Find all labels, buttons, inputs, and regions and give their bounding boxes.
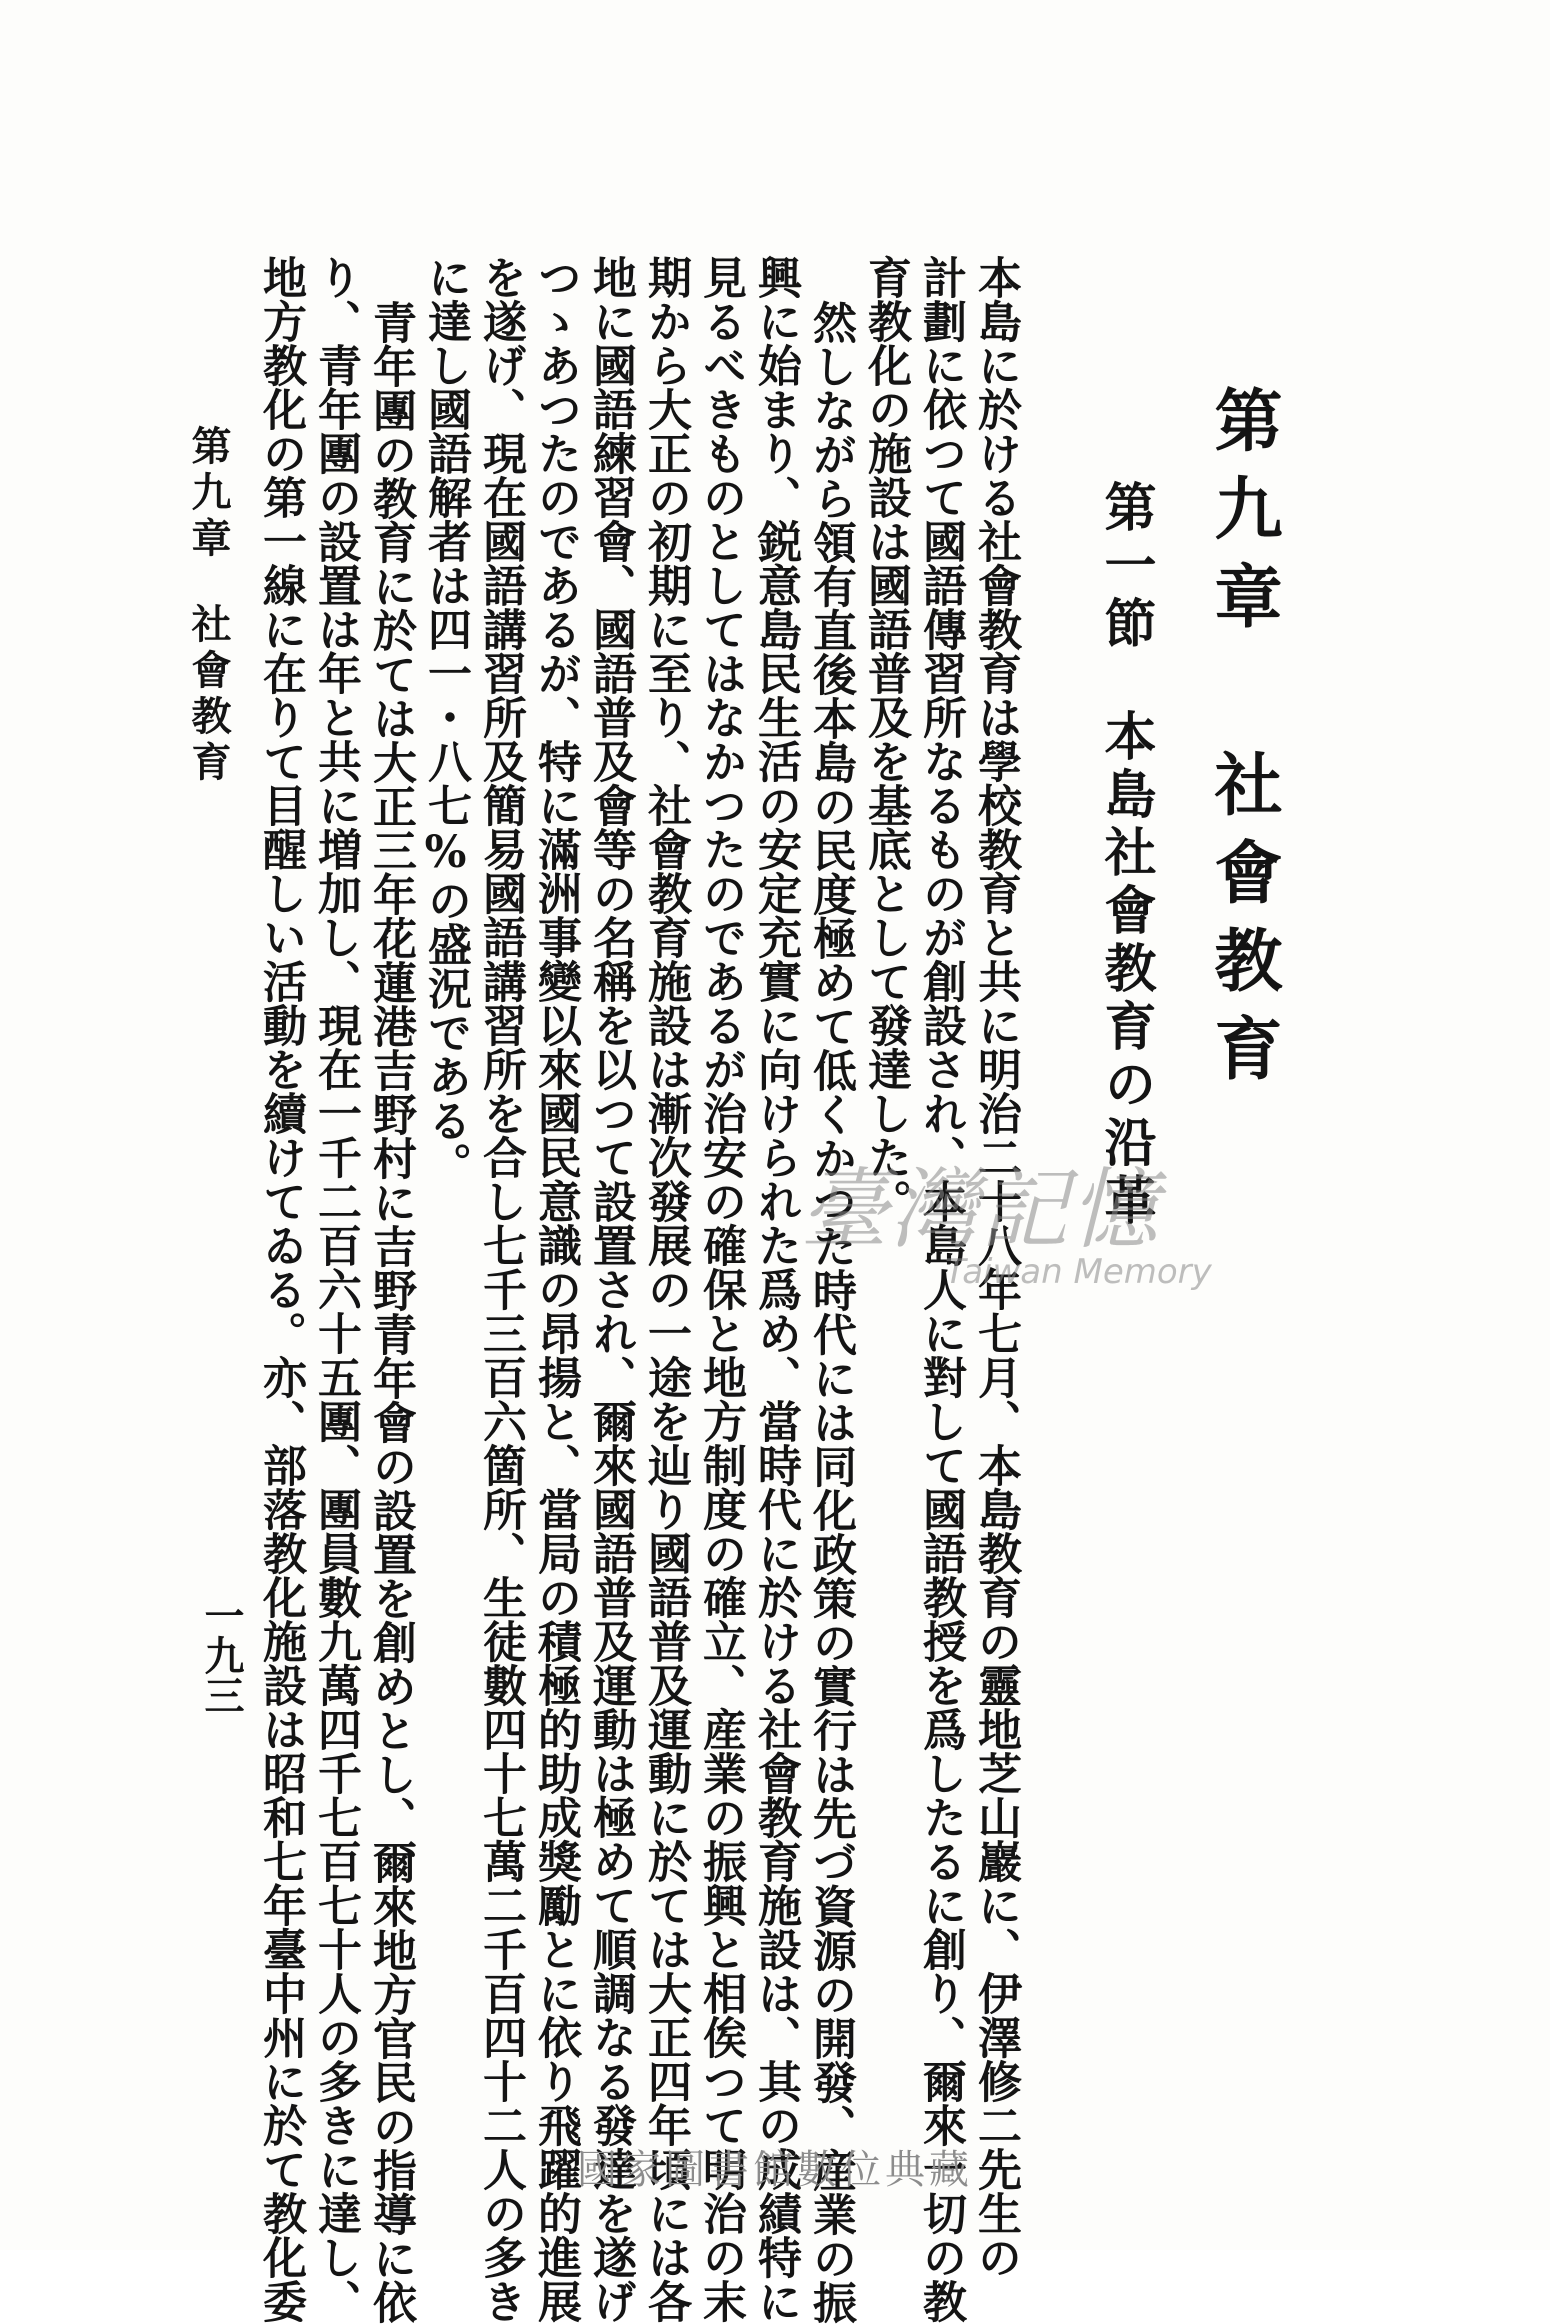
body-line: つゝあつたのであるが、特に滿洲事變以來國民意識の昂揚と、當局の積極的助成獎勵とに依り飛躍的進展 (530, 255, 581, 2323)
watermark-subtitle: Taiwan Memory (945, 1252, 1212, 1292)
section-heading (1088, 480, 1163, 1231)
body-line: を遂げ、現在國語講習所及簡易國語講習所を合し七千三百六箇所、生徒數四十七萬二千百四十二人の多き (475, 255, 526, 2323)
page-number: 一九三 (198, 1595, 245, 1715)
section-title: 本島社會教育の沿革 (1095, 709, 1156, 1231)
chapter-title: 第九章 社會教育 (1203, 385, 1283, 1101)
watermark-title: 臺灣記憶 (800, 1158, 1161, 1261)
body-line: に達し國語解者は四一・八七%の盛況である。 (420, 255, 471, 1186)
body-line: り、青年團の設置は年と共に増加し、現在一千二百六十五團、團員數九萬四千七百七十人の多きに達し、 (310, 255, 361, 2323)
body-line: 青年團の教育に於ては大正三年花蓮港吉野村に吉野青年會の設置を創めとし、爾來地方官民の指導に依 (365, 300, 416, 2324)
body-line: 地方教化の第一線に在りて目醒しい活動を續けてゐる。亦、部落教化施設は昭和七年臺中州に於て教化委 (255, 255, 306, 2323)
body-line: 期から大正の初期に至り、社會教育施設は漸次發展の一途を辿り國語普及運動に於ては大正四年頃には各 (640, 255, 691, 2323)
body-line: 興に始まり、鋭意島民生活の安定充實に向けられた爲め、當時代に於ける社會教育施設は、其の成績特に (750, 255, 801, 2323)
running-head (180, 425, 237, 787)
body-line: 地に國語練習會、國語普及會等の名稱を以つて設置され、爾來國語普及運動は極めて順調なる發達を遂げ (585, 255, 636, 2323)
running-head-title: 社會教育 (185, 603, 232, 787)
body-line: 計劃に依つて國語傳習所なるものが創設され、本島人に對して國語教授を爲したるに創り、爾來一切の教 (915, 255, 966, 2323)
body-line: 本島に於ける社會教育は學校教育と共に明治二十八年七月、本島教育の靈地芝山巖に、伊澤修二先生の (970, 255, 1021, 2279)
body-line: 見るべきものとしてはなかつたのであるが治安の確保と地方制度の確立、産業の振興と相俟つて明治の末 (695, 255, 746, 2323)
watermark-logo (800, 1140, 1250, 1290)
running-head-chapter: 第九章 (185, 425, 232, 563)
section-number: 第一節 (1095, 480, 1156, 654)
body-line: 育教化の施設は國語普及を基底として發達した。 (860, 255, 911, 1223)
library-credit: 國家圖書館數位典藏 (577, 2147, 973, 2193)
body-line: 然しながら領有直後本島の民度極めて低くかつた時代には同化政策の實行は先づ資源の開發、産業の振 (805, 300, 856, 2324)
